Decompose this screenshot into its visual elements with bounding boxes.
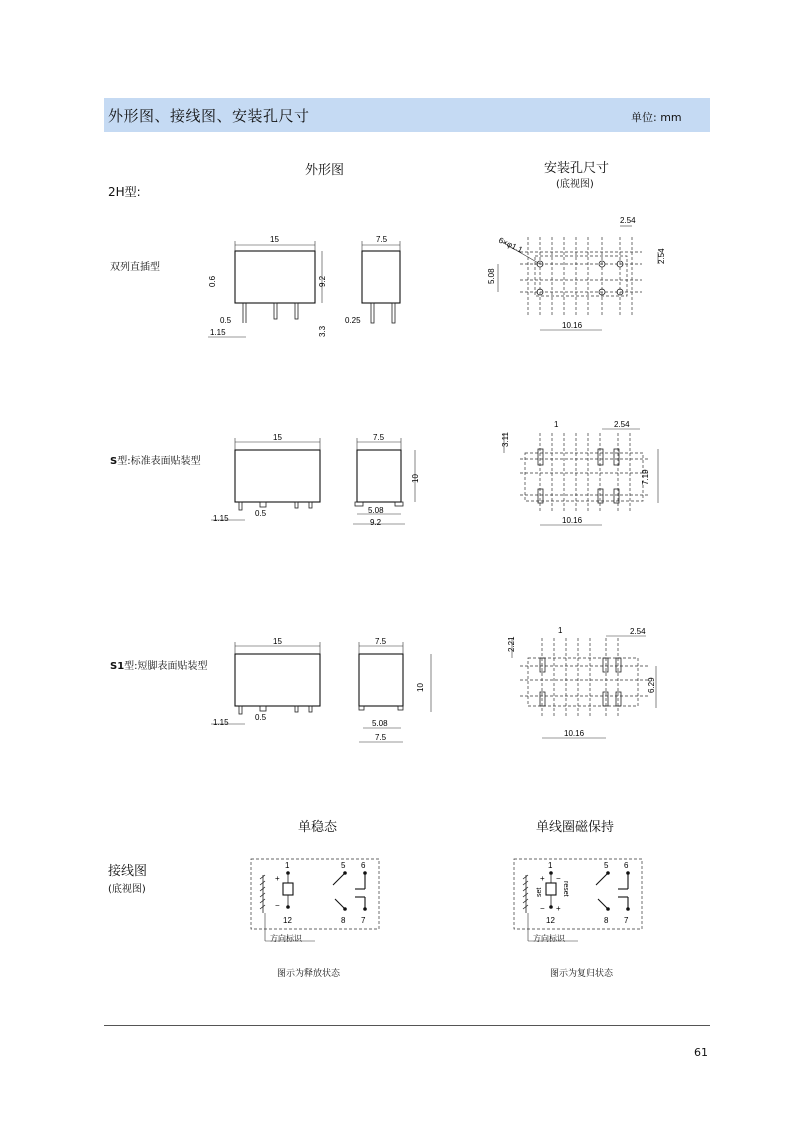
s-pad — [598, 449, 603, 465]
page-title: 外形图、接线图、安装孔尺寸 — [108, 107, 310, 125]
row-label-s-bold: S — [110, 456, 118, 467]
dip-hole-dim-2.54: 2.54 — [620, 216, 636, 225]
dip-hole-dim-6x1.1: 6×φ1.1 — [497, 235, 525, 255]
mono-stable-diagram — [245, 855, 385, 945]
dip-hole-dim-10.16: 10.16 — [562, 321, 583, 330]
row-label-s1-bold: S1 — [110, 661, 125, 672]
latch-pin-8: 8 — [604, 916, 609, 925]
s1-dim-10: 10 — [416, 683, 425, 692]
mono-direction-label: 方向标识 — [270, 934, 302, 943]
s-mounting-pads — [490, 413, 680, 533]
s1-pad — [616, 658, 621, 672]
dip-footprint-outline — [535, 256, 627, 296]
s1-pad — [603, 692, 608, 706]
dip-hole-dim-5.08: 5.08 — [487, 268, 496, 284]
s1-hole-dim-10.16: 10.16 — [564, 729, 585, 738]
s-side-body — [357, 450, 401, 502]
mono-caption: 图示为释放状态 — [277, 969, 341, 979]
s-dim-15: 15 — [273, 433, 282, 442]
latch-pin-1: 1 — [548, 861, 553, 870]
latch-plus-top: + — [540, 874, 545, 883]
s-pad — [614, 449, 619, 465]
dip-side-pin-2 — [392, 303, 395, 323]
row-label-s — [110, 452, 201, 467]
row-label-dip — [110, 258, 160, 273]
dip-front-body — [235, 251, 315, 303]
s-dim-0.5: 0.5 — [255, 509, 267, 518]
dip-pin-3 — [295, 303, 298, 319]
latching-title: 单线圈磁保持 — [536, 820, 615, 835]
dip-pin-2 — [274, 303, 277, 319]
s-dim-7.5: 7.5 — [373, 433, 385, 442]
mono-stable-title: 单稳态 — [298, 820, 338, 835]
mounting-title: 安装孔尺寸 — [544, 161, 610, 176]
mono-pin-12: 12 — [283, 916, 292, 925]
dip-dim-1.15: 1.15 — [210, 328, 226, 337]
mono-coil — [283, 883, 293, 895]
model-label: 2H型: — [108, 185, 141, 199]
mono-pin-6: 6 — [361, 861, 366, 870]
latch-outline — [514, 859, 642, 929]
latch-reset: reset — [562, 881, 569, 897]
s1-dim-7.5b: 7.5 — [375, 733, 387, 742]
s1-pad — [540, 692, 545, 706]
row-label-s1 — [110, 657, 208, 672]
latch-minus-top: − — [556, 874, 561, 883]
outline-title: 外形图 — [305, 163, 345, 178]
latch-pin-6: 6 — [624, 861, 629, 870]
latching-diagram — [508, 855, 648, 945]
latch-plus-bottom: + — [556, 904, 561, 913]
latch-pin-12: 12 — [546, 916, 555, 925]
s1-footprint-outline — [528, 658, 638, 706]
dip-dim-7.5: 7.5 — [376, 235, 388, 244]
row-label-dip-text: 双列直插型 — [110, 262, 160, 273]
dip-hole-dim-2.54v: 2.54 — [657, 248, 666, 264]
s1-outline-drawing — [205, 632, 435, 747]
s1-hole-dim-6.29: 6.29 — [647, 677, 656, 693]
dip-dim-15-text: 15 — [270, 235, 279, 244]
dip-side-pin-1 — [371, 303, 374, 323]
row-label-s-text: 型:标准表面贴装型 — [117, 456, 201, 467]
mono-pin-1: 1 — [285, 861, 290, 870]
s-dim-5.08: 5.08 — [368, 506, 384, 515]
page-number: 61 — [694, 1046, 708, 1059]
footer-divider — [104, 1025, 710, 1026]
s1-pad — [540, 658, 545, 672]
row-label-s1-text: 型:短脚表面贴装型 — [124, 661, 208, 672]
mono-pin-7: 7 — [361, 916, 366, 925]
dip-dim-3.3: 3.3 — [318, 325, 327, 337]
s1-hole-dim-2.21: 2.21 — [507, 636, 516, 652]
latch-coil — [546, 883, 556, 895]
s1-hole-dim-1: 1 — [558, 626, 563, 635]
latch-contact-arm — [596, 873, 608, 885]
s1-dim-0.5: 0.5 — [255, 713, 267, 722]
mounting-subtitle: (底视图) — [556, 179, 594, 190]
dip-mounting-holes — [480, 212, 680, 337]
wiring-subtitle: (底视图) — [108, 884, 146, 895]
mono-pin-8: 8 — [341, 916, 346, 925]
mono-pin-5: 5 — [341, 861, 346, 870]
s1-dim-5.08: 5.08 — [372, 719, 388, 728]
s1-front-body — [235, 654, 320, 706]
latch-set: set — [536, 887, 543, 897]
dip-dim-0.6: 0.6 — [208, 275, 217, 287]
s1-pad — [603, 658, 608, 672]
latch-pin-7: 7 — [624, 916, 629, 925]
dip-dim-0.5: 0.5 — [220, 316, 232, 325]
latch-caption: 图示为复归状态 — [550, 969, 614, 979]
s1-mounting-pads — [490, 618, 680, 743]
dip-dim-9.2-text: 9.2 — [318, 275, 327, 287]
s1-dim-15: 15 — [273, 637, 282, 646]
latch-direction-label: 方向标识 — [533, 934, 565, 943]
wiring-title: 接线图 — [108, 864, 148, 879]
s-hole-dim-10.16: 10.16 — [562, 516, 583, 525]
s-hole-dim-1: 1 — [554, 420, 559, 429]
s-dim-9.2: 9.2 — [370, 518, 382, 527]
s-hole-dim-3.11: 3.11 — [501, 432, 510, 447]
s-outline-drawing — [205, 428, 430, 538]
unit-label: 单位: mm — [631, 111, 682, 124]
s-pad — [538, 449, 543, 465]
s1-dim-1.15: 1.15 — [213, 718, 229, 727]
dip-dim-0.25: 0.25 — [345, 316, 361, 325]
mono-minus: − — [275, 901, 280, 910]
mono-plus: + — [275, 874, 280, 883]
s-hole-dim-7.19: 7.19 — [641, 469, 650, 485]
latch-pin-5: 5 — [604, 861, 609, 870]
mono-outline — [251, 859, 379, 929]
latch-minus-bottom: − — [540, 904, 545, 913]
s-dim-10: 10 — [411, 474, 420, 483]
s-dim-1.15: 1.15 — [213, 514, 229, 523]
dip-side-body — [362, 251, 400, 303]
s1-side-body — [359, 654, 403, 706]
s-hole-dim-2.54: 2.54 — [614, 420, 630, 429]
dip-outline-drawing — [200, 225, 430, 350]
s1-dim-7.5: 7.5 — [375, 637, 387, 646]
s-front-body — [235, 450, 320, 502]
mono-contact-arm — [333, 873, 345, 885]
s1-hole-dim-2.54: 2.54 — [630, 627, 646, 636]
s1-pad — [616, 692, 621, 706]
